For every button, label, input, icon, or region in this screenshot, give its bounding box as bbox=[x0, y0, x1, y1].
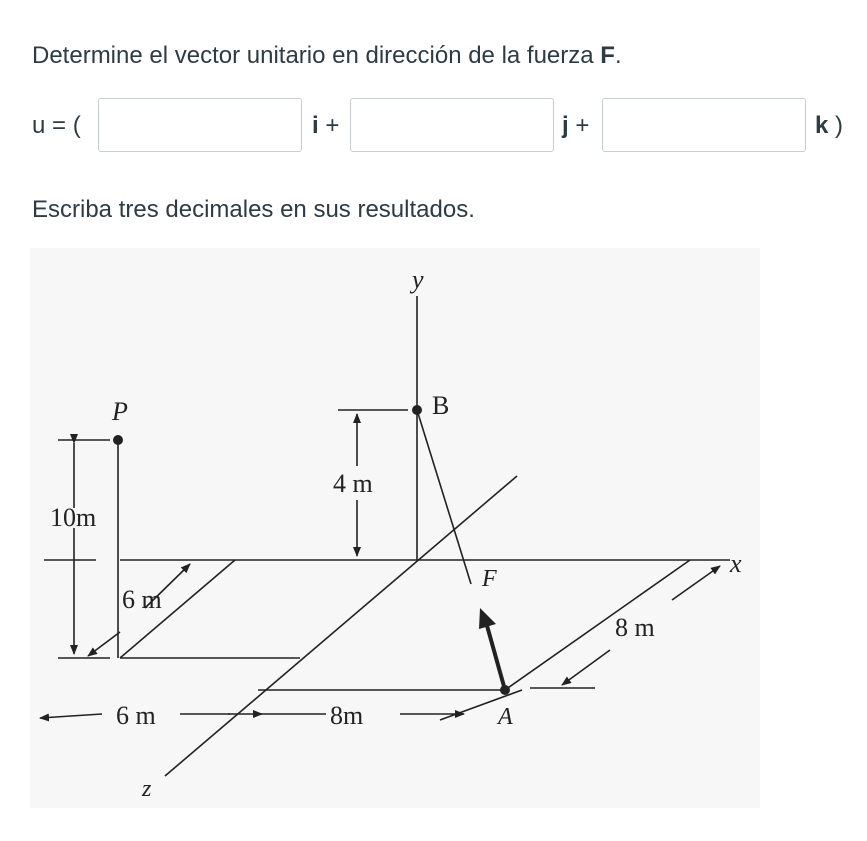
point-p-label: P bbox=[112, 397, 128, 426]
input-k-component[interactable] bbox=[602, 98, 806, 152]
force-arrow-shaft bbox=[486, 622, 505, 690]
point-b-label: B bbox=[432, 391, 450, 420]
label-i bbox=[312, 112, 339, 140]
dim-8m-right-label: 8 m bbox=[615, 613, 655, 642]
point-p-dot bbox=[113, 435, 123, 445]
dim-10m-label: 10m bbox=[50, 503, 97, 532]
unit-k: k bbox=[815, 112, 829, 139]
force-diagram bbox=[30, 248, 760, 808]
decimals-note: Escriba tres decimales en sus resultados. bbox=[32, 196, 475, 223]
plus-2: + bbox=[568, 112, 590, 139]
label-k bbox=[815, 112, 843, 140]
question-text bbox=[32, 42, 622, 70]
axis-z-label: z bbox=[142, 776, 152, 802]
dim-4m-label: 4 m bbox=[333, 469, 373, 498]
question-force-symbol: F bbox=[600, 42, 615, 69]
force-label: F bbox=[482, 566, 497, 592]
label-j bbox=[562, 112, 589, 140]
axis-x-label: x bbox=[730, 549, 742, 578]
unit-i: i bbox=[312, 112, 319, 139]
answer-row bbox=[32, 96, 867, 156]
dim-8m-bottom-label: 8m bbox=[330, 701, 364, 730]
diagram-svg bbox=[30, 248, 760, 808]
answer-prefix: u = ( bbox=[32, 112, 81, 139]
plus-1: + bbox=[318, 112, 340, 139]
point-a-label: A bbox=[498, 704, 513, 730]
question-body: Determine el vector unitario en dirección de la fuerza bbox=[32, 42, 601, 69]
force-arrow-head bbox=[479, 608, 496, 629]
input-j-component[interactable] bbox=[350, 98, 554, 152]
point-a-dot bbox=[500, 685, 510, 695]
ba-line bbox=[417, 410, 471, 584]
plane-line-right bbox=[505, 560, 690, 690]
dim-6m-bottom-label: 6 m bbox=[116, 701, 156, 730]
dim-6m-depth-label: 6 m bbox=[122, 585, 162, 614]
input-i-component[interactable] bbox=[98, 98, 302, 152]
unit-j: j bbox=[562, 112, 569, 139]
axis-y-label: y bbox=[412, 265, 424, 294]
z-axis-line bbox=[165, 476, 517, 776]
close-paren: ) bbox=[828, 112, 844, 139]
question-end: . bbox=[614, 42, 622, 69]
point-b-dot bbox=[412, 405, 422, 415]
